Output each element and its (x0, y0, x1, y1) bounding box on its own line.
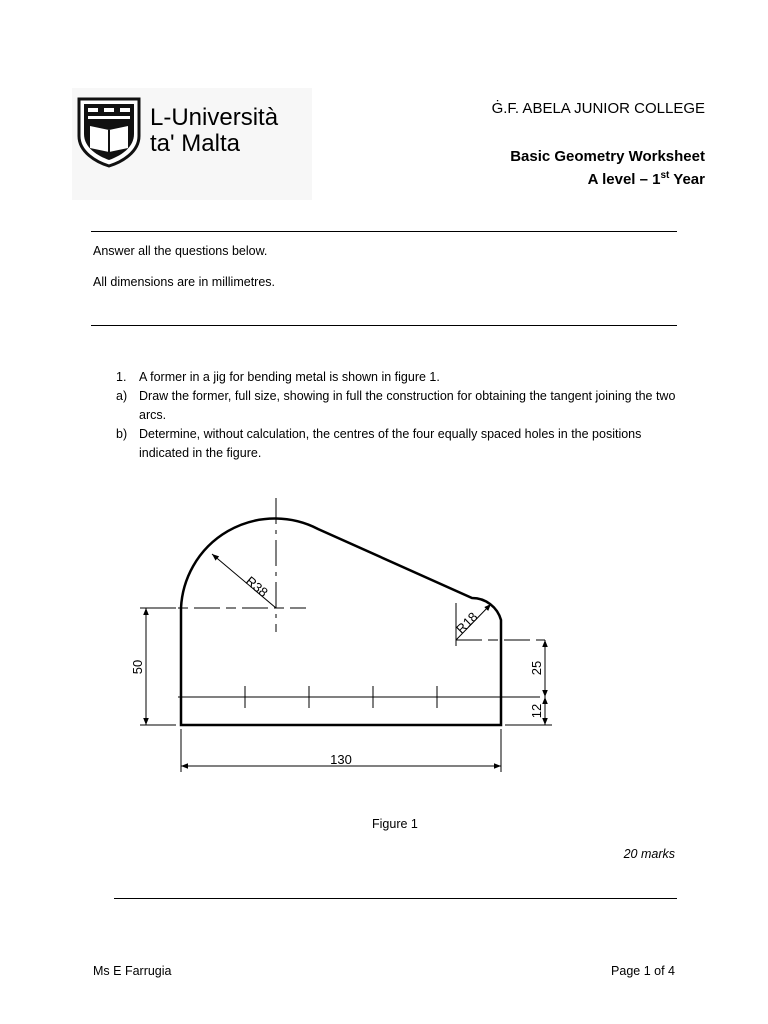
dimension-label-width: 130 (330, 752, 352, 767)
question-text: Determine, without calculation, the centres of the four equally spaced holes in the positions indicated in the figure. (139, 427, 642, 460)
dimension-label-right-lower: 12 (529, 703, 544, 719)
level-prefix: A level – 1 (587, 171, 661, 188)
question-marker: b) (116, 427, 128, 441)
centre-lines (146, 498, 545, 708)
question-text: A former in a jig for bending metal is shown in figure 1. (139, 370, 440, 384)
dimension-height (140, 608, 176, 725)
divider (114, 898, 677, 899)
question-marker: a) (116, 389, 128, 403)
marks-label: 20 marks (623, 847, 675, 861)
question-marker: 1. (116, 370, 127, 384)
dimension-label-height: 50 (130, 659, 145, 675)
level-suffix: Year (669, 171, 705, 188)
logo-text-line2: ta' Malta (150, 130, 240, 157)
footer-page-number: Page 1 of 4 (611, 964, 675, 978)
instruction-line: All dimensions are in millimetres. (93, 275, 276, 289)
instruction-line: Answer all the questions below. (93, 244, 268, 258)
level-superscript: st (660, 170, 670, 181)
radius-label-small: R18 (453, 609, 481, 637)
footer-author: Ms E Farrugia (93, 964, 172, 978)
question-text: Draw the former, full size, showing in full the construction for obtaining the tangent joining the two arcs. (139, 389, 676, 422)
worksheet-title: Basic Geometry Worksheet (510, 148, 705, 165)
dimension-label-right-upper: 25 (529, 660, 544, 676)
figure-caption: Figure 1 (372, 817, 418, 831)
radius-label-large: R38 (242, 573, 271, 600)
college-name: Ġ.F. ABELA JUNIOR COLLEGE (491, 100, 705, 117)
logo-text-line1: L-Università (150, 104, 279, 131)
former-outline (181, 519, 501, 725)
